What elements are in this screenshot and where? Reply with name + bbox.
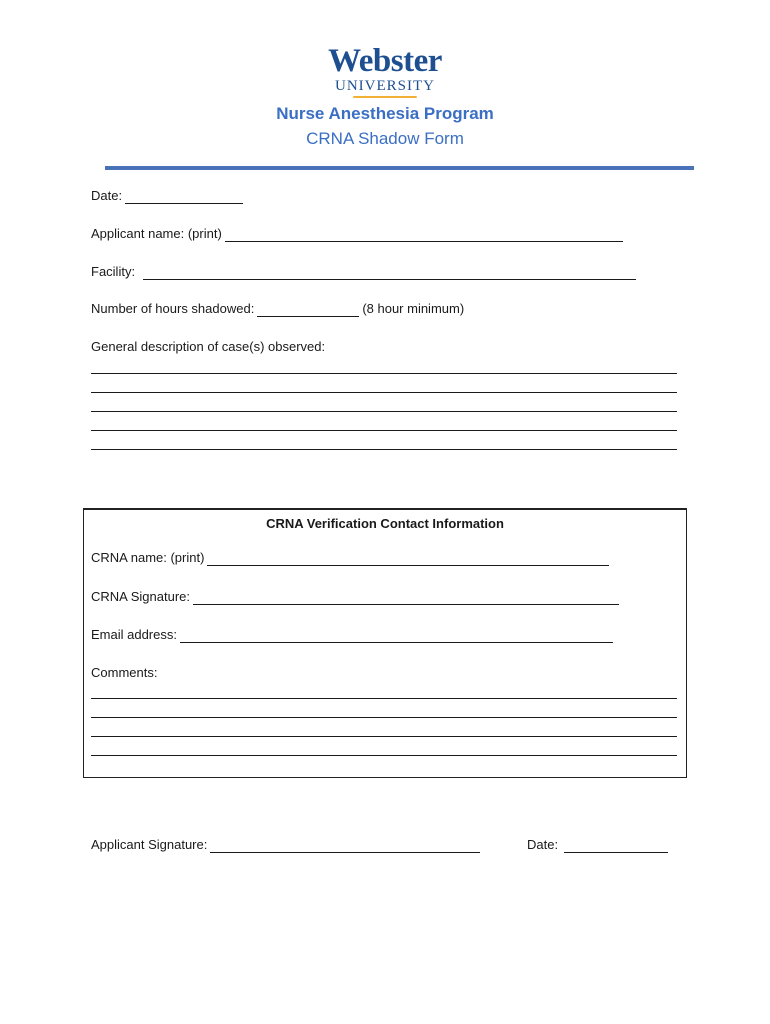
facility-row	[91, 264, 639, 280]
description-line[interactable]	[91, 392, 677, 393]
logo-university-text: UNIVERSITY	[335, 78, 435, 94]
logo-swoosh	[353, 96, 417, 98]
crna-name-row	[91, 550, 612, 566]
hours-field[interactable]	[257, 302, 359, 317]
crna-signature-field[interactable]	[193, 590, 619, 605]
crna-signature-row	[91, 589, 622, 605]
form-subtitle: CRNA Shadow Form	[306, 129, 464, 148]
applicant-name-field[interactable]	[225, 227, 623, 242]
footer-date-row	[527, 837, 671, 853]
date-row	[91, 188, 246, 204]
description-label: General description of case(s) observed:	[91, 339, 326, 354]
form-title: Nurse Anesthesia Program	[276, 104, 494, 123]
verification-heading: CRNA Verification Contact Information	[266, 516, 504, 531]
footer-date-label: Date:	[527, 837, 559, 852]
description-line[interactable]	[91, 449, 677, 450]
facility-label: Facility:	[91, 264, 136, 279]
webster-university-logo	[0, 44, 770, 98]
hours-label: Number of hours shadowed:	[91, 301, 255, 316]
applicant-signature-field[interactable]	[210, 838, 480, 853]
comments-line[interactable]	[91, 717, 677, 718]
email-label: Email address:	[91, 627, 177, 642]
crna-signature-label: CRNA Signature:	[91, 589, 190, 604]
logo-wordmark: Webster	[328, 43, 442, 79]
crna-name-label: CRNA name: (print)	[91, 550, 205, 565]
facility-field[interactable]	[143, 265, 636, 280]
description-line[interactable]	[91, 411, 677, 412]
footer-date-field[interactable]	[564, 838, 668, 853]
applicant-signature-label: Applicant Signature:	[91, 837, 208, 852]
description-line[interactable]	[91, 430, 677, 431]
comments-line[interactable]	[91, 736, 677, 737]
email-row	[91, 627, 616, 643]
header-divider	[105, 166, 694, 170]
description-row	[91, 339, 325, 355]
description-line[interactable]	[91, 373, 677, 374]
comments-row	[91, 665, 157, 681]
crna-name-field[interactable]	[207, 551, 609, 566]
date-field[interactable]	[125, 189, 243, 204]
comments-label: Comments:	[91, 665, 158, 680]
applicant-signature-row	[91, 837, 483, 853]
email-field[interactable]	[180, 628, 613, 643]
applicant-name-label: Applicant name: (print)	[91, 226, 222, 241]
comments-line[interactable]	[91, 755, 677, 756]
applicant-name-row	[91, 226, 626, 242]
hours-row	[91, 301, 464, 317]
description-lines[interactable]	[91, 373, 677, 453]
comments-line[interactable]	[91, 698, 677, 699]
hours-note: (8 hour minimum)	[362, 301, 465, 316]
comments-lines[interactable]	[91, 698, 677, 758]
date-label: Date:	[91, 188, 123, 203]
